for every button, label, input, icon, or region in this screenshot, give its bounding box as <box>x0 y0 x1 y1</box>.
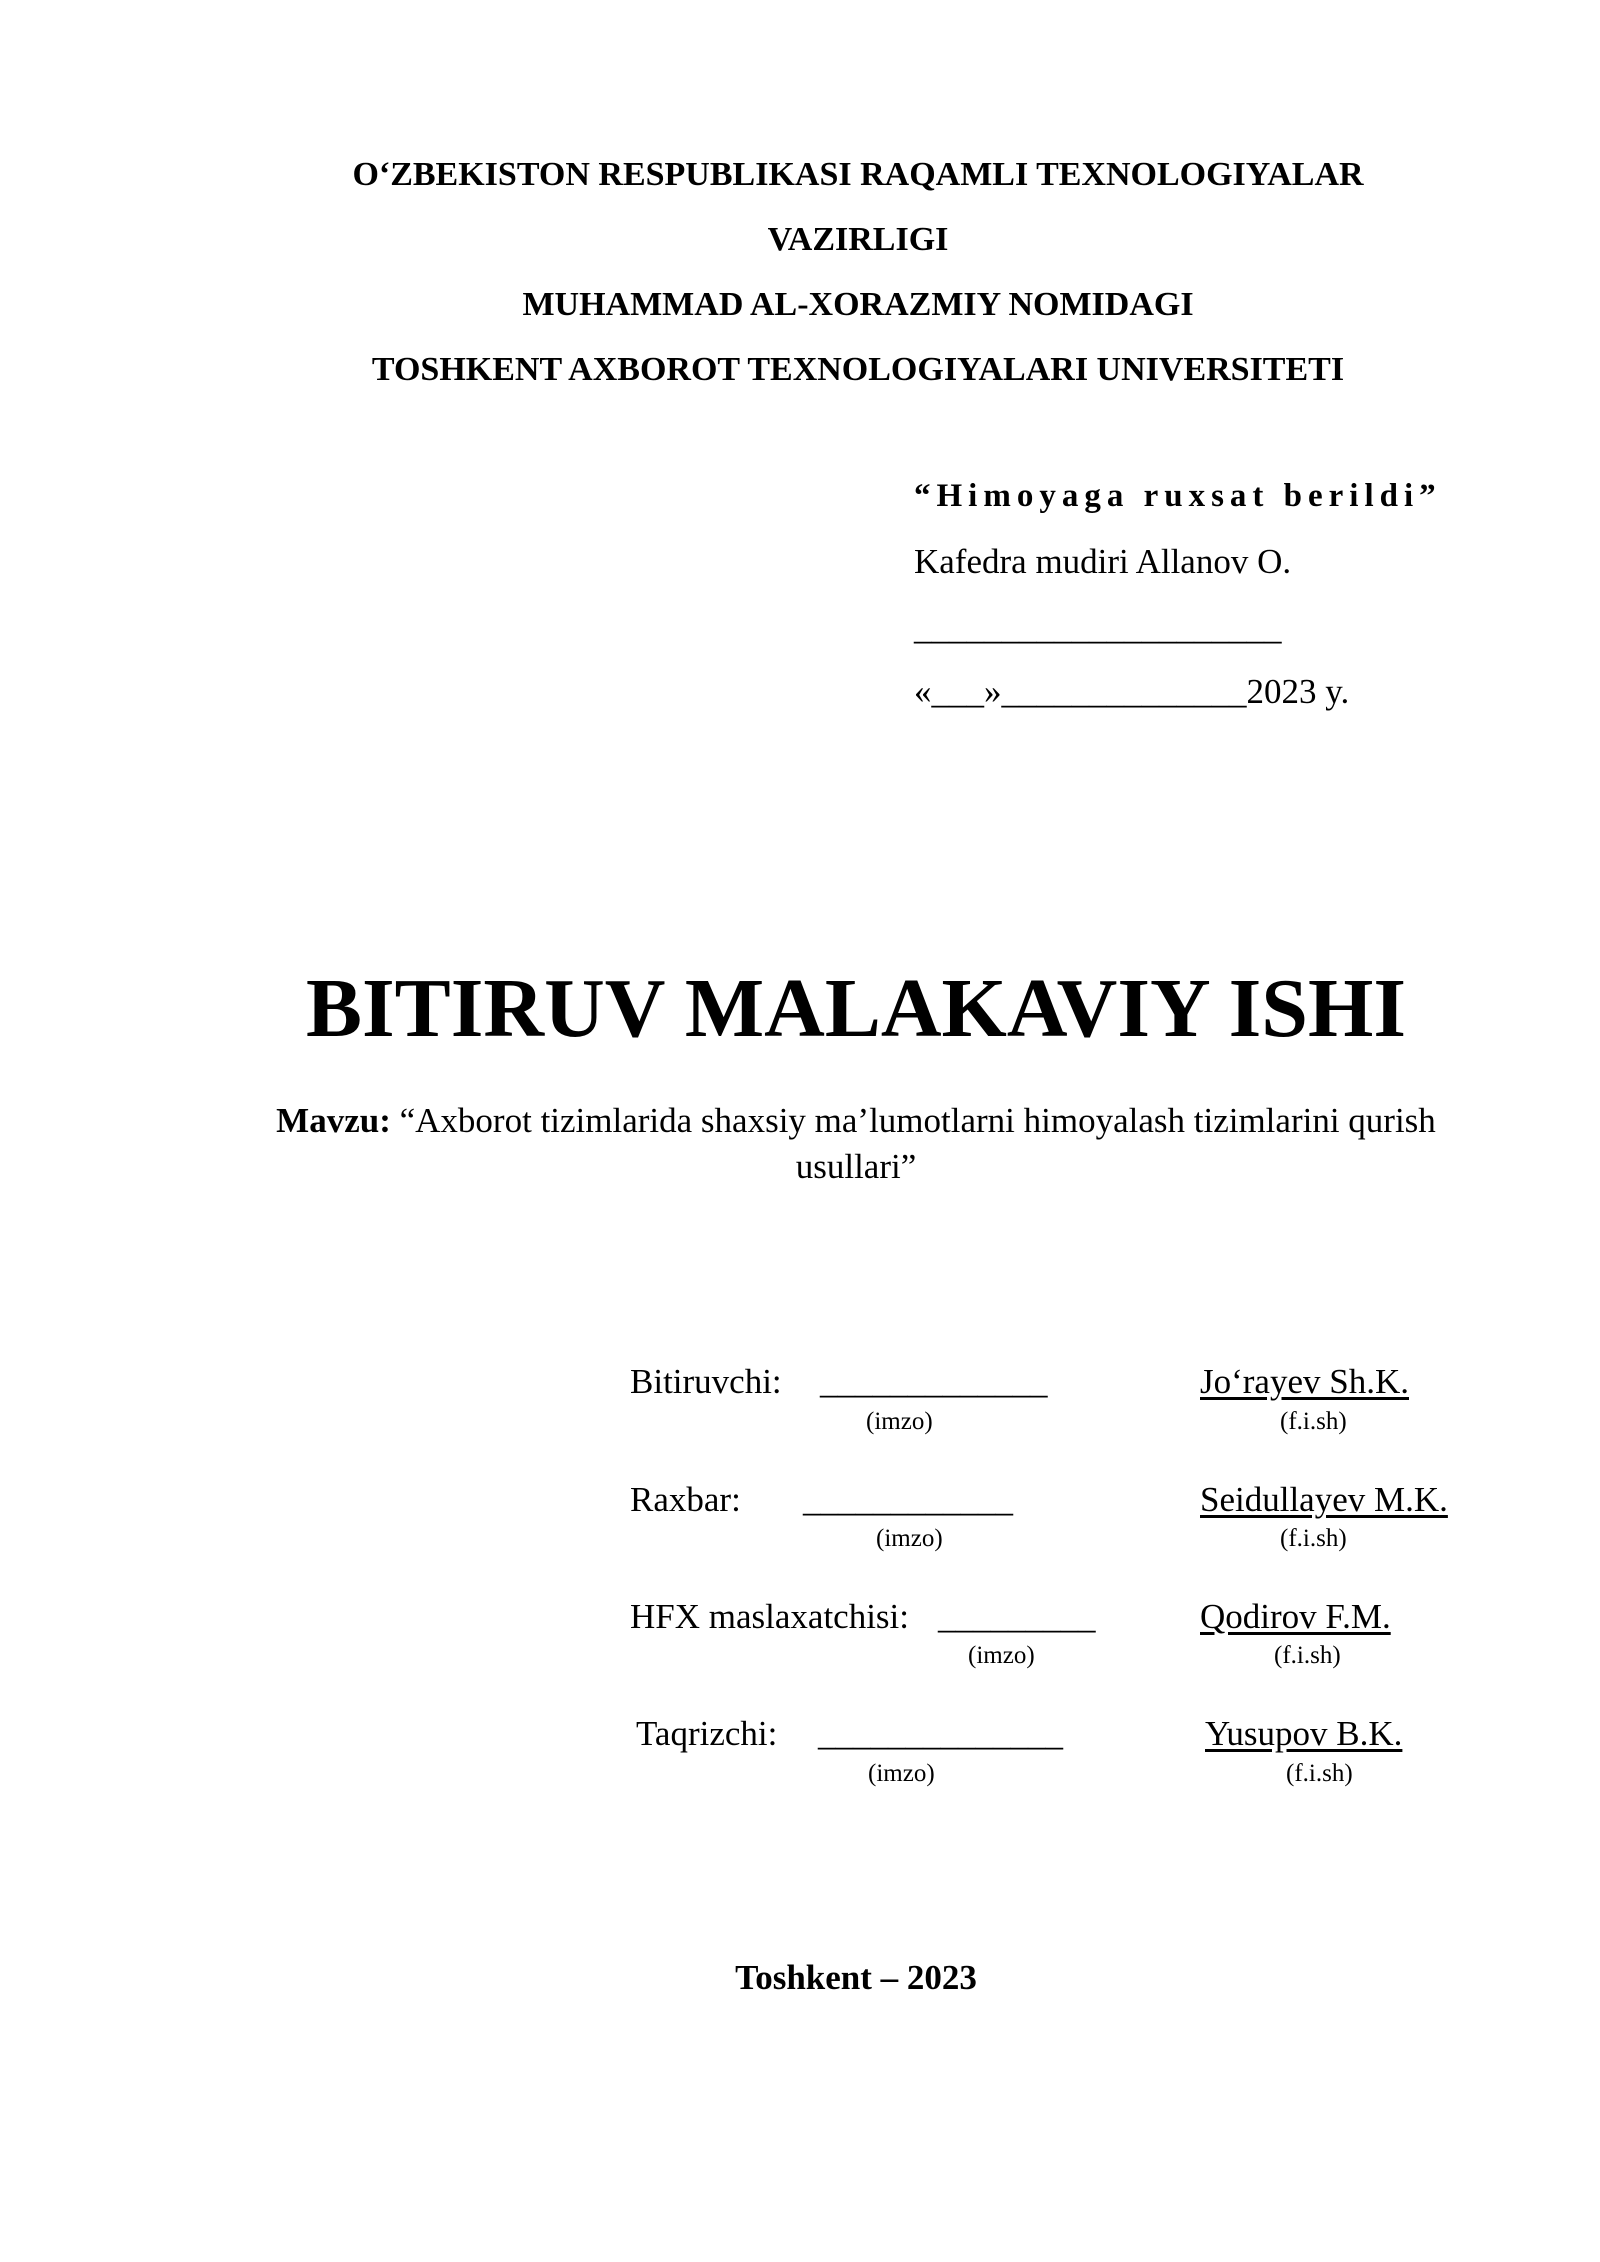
signature-caption-safety-consultant: (imzo) <box>968 1642 1035 1669</box>
city-year: Toshkent – 2023 <box>735 1958 977 1997</box>
name-caption-supervisor: (f.i.sh) <box>1280 1525 1347 1552</box>
approval-title: “Himoyaga ruxsat berildi” <box>914 478 1442 514</box>
name-caption-reviewer: (f.i.sh) <box>1286 1760 1353 1787</box>
signature-role-supervisor: Raxbar: <box>630 1480 741 1519</box>
approval-signature-line: _____________________ <box>914 608 1282 647</box>
signature-blank-graduate: _____________ <box>820 1362 1048 1401</box>
signature-blank-safety-consultant: _________ <box>938 1597 1096 1636</box>
approval-date-line: «___»______________2023 y. <box>914 672 1350 711</box>
ministry-name-line-2: VAZIRLIGI <box>767 221 949 258</box>
university-name-line-1: MUHAMMAD AL-XORAZMIY NOMIDAGI <box>522 286 1194 323</box>
signer-name-reviewer: Yusupov B.K. <box>1205 1714 1403 1753</box>
signature-caption-graduate: (imzo) <box>866 1408 933 1435</box>
signature-blank-reviewer: ______________ <box>818 1714 1063 1753</box>
signer-name-safety-consultant: Qodirov F.M. <box>1200 1597 1391 1636</box>
signer-name-graduate: Jo‘rayev Sh.K. <box>1200 1362 1409 1401</box>
name-caption-safety-consultant: (f.i.sh) <box>1274 1642 1341 1669</box>
signature-caption-supervisor: (imzo) <box>876 1525 943 1552</box>
signer-name-supervisor: Seidullayev M.K. <box>1200 1480 1448 1519</box>
university-name-line-2: TOSHKENT AXBOROT TEXNOLOGIYALARI UNIVERSITETI <box>371 351 1345 388</box>
head-of-department: Kafedra mudiri Allanov O. <box>914 542 1292 581</box>
name-caption-graduate: (f.i.sh) <box>1280 1408 1347 1435</box>
topic-label: Mavzu: <box>276 1101 391 1140</box>
signature-role-reviewer: Taqrizchi: <box>636 1714 778 1753</box>
topic <box>224 1098 1488 1190</box>
document-title: BITIRUV MALAKAVIY ISHI <box>305 962 1407 1055</box>
signature-role-graduate: Bitiruvchi: <box>630 1362 782 1401</box>
signature-blank-supervisor: ____________ <box>803 1480 1013 1519</box>
topic-text: “Axborot tizimlarida shaxsiy ma’lumotlarni himoyalash tizimlarini qurish usullari” <box>399 1101 1436 1186</box>
ministry-name-line-1: O‘ZBEKISTON RESPUBLIKASI RAQAMLI TEXNOLOGIYALAR <box>352 156 1364 193</box>
signature-caption-reviewer: (imzo) <box>868 1760 935 1787</box>
signature-role-safety-consultant: HFX maslaxatchisi: <box>630 1597 909 1636</box>
